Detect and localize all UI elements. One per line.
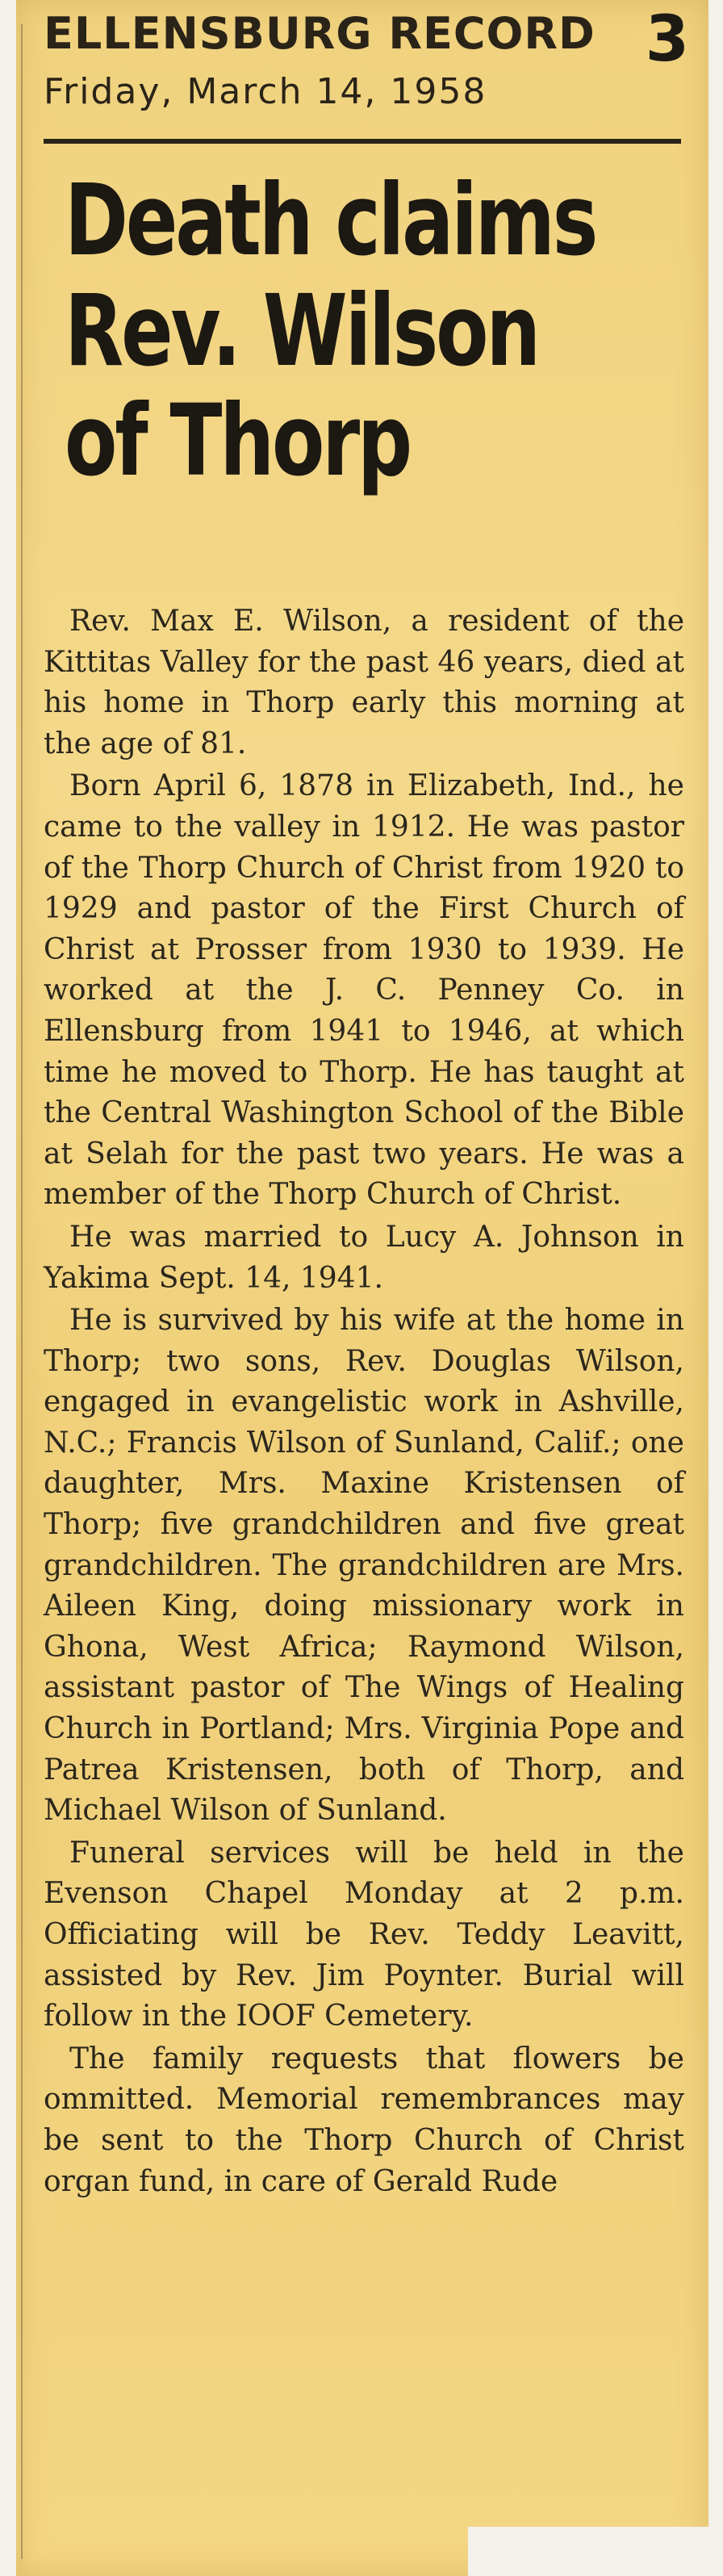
article-paragraph: Rev. Max E. Wilson, a resident of the Kittitas Valley for the past 46 years, died at his home in Thorp early this morning at the age of 81. <box>44 605 684 760</box>
article-paragraph: Born April 6, 1878 in Elizabeth, Ind., he came to the valley in 1912. He was pastor of the Thorp Church of Christ from 1920 to 1929 and pastor of the First Church of Christ at Prosser from 1930 to 1939. He worked at the J. C. Penney Co. in Ellensburg from 1941 to 1946, at which time he moved to Thorp. He has taught at the Central Washington School of the Bible at Selah for the past two years. He was a member of the Thorp Church of Christ. <box>44 769 684 1212</box>
masthead-divider <box>44 139 681 144</box>
page-number: 3 <box>645 3 689 76</box>
article-paragraph: The family requests that flowers be ommitted. Memorial remembrances may be sent to the Thorp Church of Christ organ fund, in care of Gerald Rude <box>44 2042 684 2198</box>
article-body <box>44 601 684 2202</box>
article-paragraph: He is survived by his wife at the home in Thorp; two sons, Rev. Douglas Wilson, engaged in evangelistic work in Ashville, N.C.; Francis Wilson of Sunland, Calif.; one daughter, Mrs. Maxine Kristensen of Thorp; five grandchildren and five great grandchildren. The grandchildren are Mrs. Aileen King, doing missionary work in Ghona, West Africa; Raymond Wilson, assistant pastor of The Wings of Healing Church in Portland; Mrs. Virginia Pope and Patrea Kristensen, both of Thorp, and Michael Wilson of Sunland. <box>44 1304 684 1828</box>
column-rule <box>21 24 23 2559</box>
article-paragraph: Funeral services will be held in the Evenson Chapel Monday at 2 p.m. Officiating will be Rev. Teddy Leavitt, assisted by Rev. Jim Poynter. Burial will follow in the IOOF Cemetery. <box>44 1836 684 2034</box>
headline-line: Rev. Wilson <box>65 273 539 388</box>
article-paragraph: He was married to Lucy A. Johnson in Yakima Sept. 14, 1941. <box>44 1220 684 1295</box>
masthead <box>44 3 689 125</box>
headline-line: of Thorp <box>65 383 411 499</box>
newspaper-name: ELLENSBURG RECORD <box>44 8 596 59</box>
newspaper-clipping <box>16 0 708 2576</box>
headline-line: Death claims <box>65 163 596 278</box>
issue-date: Friday, March 14, 1958 <box>44 71 487 112</box>
headline <box>65 163 596 499</box>
torn-corner <box>468 2527 708 2576</box>
